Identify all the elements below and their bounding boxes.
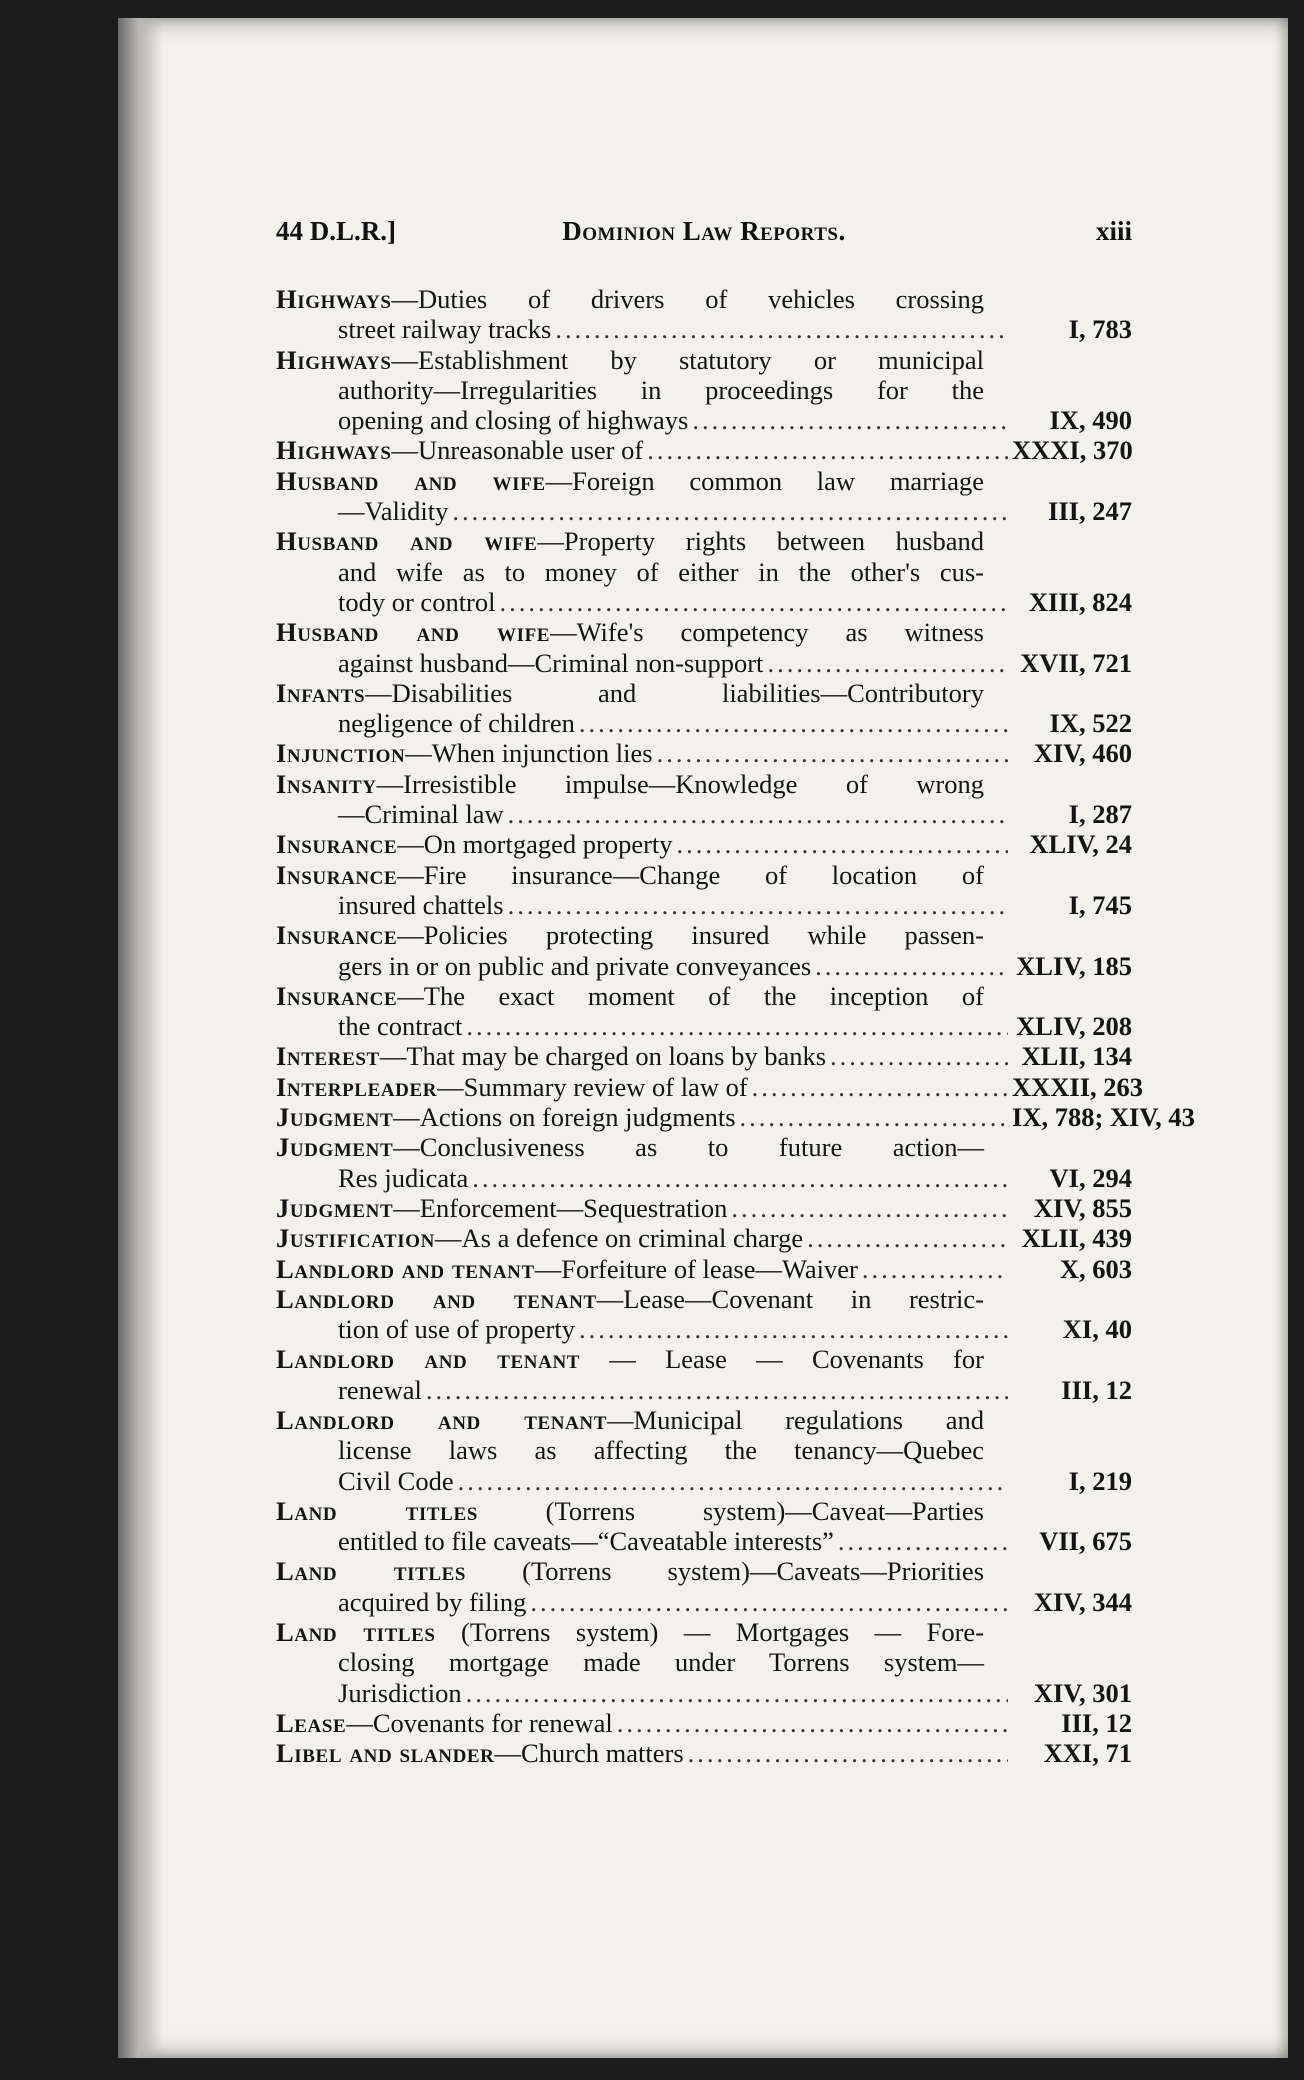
index-heading: Highways	[276, 435, 392, 466]
index-entry	[276, 1284, 1132, 1345]
index-entry-final-line	[276, 1587, 1132, 1617]
index-entry-text	[338, 587, 496, 617]
index-heading: Insurance	[276, 829, 398, 860]
dot-leader	[807, 1223, 1008, 1253]
index-entry	[276, 981, 1132, 1042]
index-subject: —Duties of drivers of vehicles crossing	[391, 284, 984, 314]
index-entry	[276, 860, 1132, 921]
index-subject: insured chattels	[338, 889, 504, 920]
index-entry-line	[276, 284, 1132, 314]
index-entry-final-line	[276, 1738, 1132, 1768]
index-entry-text	[276, 1344, 984, 1374]
dot-leader	[458, 1466, 1008, 1496]
index-entry-final-line	[276, 496, 1132, 526]
index-entry-text	[276, 1072, 748, 1102]
index-entry-text	[338, 405, 688, 435]
index-heading: Landlord and tenant	[276, 1283, 597, 1314]
index-heading: Judgment	[276, 1102, 394, 1133]
index-entry-final-line	[276, 1163, 1132, 1193]
volume-page-reference: IX, 522	[1049, 708, 1132, 739]
index-subject: authority—Irregularities in proceedings for the	[338, 374, 984, 405]
index-entry-final-line	[276, 1011, 1132, 1041]
index-entry-text	[338, 557, 984, 587]
index-heading: Land titles	[276, 1617, 436, 1648]
index-entry-final-line	[276, 1526, 1132, 1556]
index-entry-text	[338, 1678, 462, 1708]
index-subject: the contract	[338, 1011, 463, 1042]
volume-page-reference: I, 219	[1068, 1465, 1132, 1496]
index-entry	[276, 738, 1132, 768]
index-entry-text	[276, 1041, 826, 1071]
dot-leader	[830, 1041, 1008, 1071]
index-heading: Lease	[276, 1707, 347, 1738]
dot-leader	[472, 1163, 1008, 1193]
index-subject: —Municipal regulations and	[607, 1404, 985, 1435]
index-heading: Husband and wife	[276, 526, 538, 557]
index-entry-text	[338, 890, 504, 920]
running-header	[276, 210, 1132, 250]
dot-leader	[731, 1193, 1008, 1223]
index-entry-final-line	[276, 799, 1132, 829]
page-number: xiii	[1095, 216, 1132, 246]
volume-page-reference: XLIV, 24	[1029, 829, 1132, 860]
volume-page-reference: III, 12	[1061, 1707, 1132, 1738]
index-entry-line	[276, 1647, 1132, 1677]
page-gutter-shadow	[118, 18, 164, 2058]
index-heading: Judgment	[276, 1192, 394, 1223]
index-entry-text	[338, 1011, 462, 1041]
index-subject: —Foreign common law marriage	[545, 465, 984, 496]
index-entry-line	[276, 375, 1132, 405]
index-entry-text	[338, 375, 984, 405]
index-entry-text	[338, 708, 575, 738]
volume-page-reference: IX, 490	[1049, 405, 1132, 436]
index-entry-text	[276, 678, 984, 708]
index-subject: Res judicata	[338, 1162, 469, 1193]
index-entry-line	[276, 1556, 1132, 1586]
index-subject: gers in or on public and private conveyances	[338, 950, 812, 981]
dot-leader	[508, 890, 1008, 920]
index-subject: —Validity	[338, 496, 449, 527]
index-subject: —As a defence on criminal charge	[435, 1223, 804, 1254]
index-entry-line	[276, 345, 1132, 375]
dot-leader	[862, 1254, 1008, 1284]
dot-leader	[692, 405, 1008, 435]
index-entry-text	[338, 1163, 468, 1193]
index-heading: Land titles	[276, 1556, 467, 1587]
index-subject: entitled to file caveats—“Caveatable interests”	[338, 1526, 834, 1557]
index-entry-text	[338, 799, 504, 829]
dot-leader	[579, 1314, 1008, 1344]
index-subject: tion of use of property	[338, 1314, 575, 1345]
index-entry	[276, 1344, 1132, 1405]
index-entry-text	[338, 1466, 454, 1496]
publication-title: Dominion Law Reports.	[562, 216, 846, 246]
index-entry-text	[338, 1526, 834, 1556]
dot-leader	[466, 1011, 1008, 1041]
index-entry-text	[276, 860, 984, 890]
index-subject: —Disabilities and liabilities—Contributory	[365, 677, 984, 708]
index-subject: against husband—Criminal non-support	[338, 647, 764, 678]
index-subject: —Conclusiveness as to future action—	[393, 1132, 984, 1163]
index-entry-line	[276, 981, 1132, 1011]
index-entry	[276, 466, 1132, 527]
index-entry-final-line	[276, 1071, 1144, 1102]
index-entry-final-line	[276, 890, 1132, 920]
dot-leader	[740, 1102, 1008, 1132]
index-heading: Husband and wife	[276, 465, 546, 496]
index-subject: license laws as affecting the tenancy—Quebec	[338, 1435, 984, 1466]
volume-page-reference: XIV, 301	[1033, 1677, 1132, 1708]
index-subject: opening and closing of highways	[338, 405, 689, 436]
index-entry-text	[276, 738, 653, 768]
index-entry-final-line	[276, 648, 1132, 678]
index-entry-final-line	[276, 1193, 1132, 1223]
index-subject: —Policies protecting insured while passen-	[397, 920, 984, 951]
index-heading: Libel and slander	[276, 1738, 495, 1769]
index-entry-final-line	[276, 1678, 1132, 1708]
index-entry-line	[276, 526, 1132, 556]
index-subject: —Wife's competency as witness	[550, 617, 984, 648]
index-entry-line	[276, 1617, 1132, 1647]
index-heading: Husband and wife	[276, 617, 551, 648]
index-entry	[276, 1556, 1132, 1617]
index-entry-text	[276, 1496, 984, 1526]
index-entry-final-line	[276, 1314, 1132, 1344]
index-entry	[276, 1193, 1132, 1223]
index-entry	[276, 769, 1132, 830]
index-subject: —Forfeiture of lease—Waiver	[534, 1253, 858, 1284]
volume-page-reference: XI, 40	[1062, 1314, 1132, 1345]
index-entry-text	[338, 1587, 526, 1617]
index-list	[276, 284, 1195, 1769]
volume-page-reference: VI, 294	[1049, 1162, 1132, 1193]
volume-page-reference: XLIV, 185	[1016, 950, 1132, 981]
index-subject: —Enforcement—Sequestration	[393, 1192, 728, 1223]
volume-page-reference: XLIV, 208	[1016, 1011, 1132, 1042]
index-entry-line	[276, 1284, 1132, 1314]
index-entry	[276, 1496, 1132, 1557]
dot-leader	[647, 435, 1008, 465]
dot-leader	[617, 1708, 1008, 1738]
index-heading: Landlord and tenant	[276, 1344, 581, 1375]
index-subject: —When injunction lies	[405, 738, 653, 769]
index-entry	[276, 1132, 1132, 1193]
index-subject: and wife as to money of either in the other's cus-	[338, 556, 984, 587]
dot-leader	[466, 1678, 1008, 1708]
index-entry-text	[276, 1738, 684, 1768]
index-entry-line	[276, 920, 1132, 950]
index-entry-final-line	[276, 1223, 1132, 1253]
index-subject: —Summary review of law of	[437, 1071, 748, 1102]
index-entry-final-line	[276, 405, 1132, 435]
dot-leader	[452, 496, 1008, 526]
index-entry-text	[276, 1223, 803, 1253]
index-entry	[276, 435, 1132, 465]
index-entry	[276, 526, 1132, 617]
index-entry-line	[276, 557, 1132, 587]
index-entry-line	[276, 617, 1132, 647]
index-heading: Judgment	[276, 1132, 394, 1163]
volume-page-reference: XLII, 134	[1021, 1041, 1132, 1072]
index-entry	[276, 1617, 1132, 1708]
index-heading: Insanity	[276, 768, 377, 799]
volume-page-reference: XIV, 855	[1033, 1192, 1132, 1223]
dot-leader	[579, 708, 1008, 738]
dot-leader	[555, 314, 1008, 344]
dot-leader	[767, 648, 1008, 678]
index-entry-final-line	[276, 435, 1132, 465]
volume-page-reference: III, 12	[1061, 1374, 1132, 1405]
index-subject: —Irresistible impulse—Knowledge of wrong	[376, 768, 984, 799]
index-entry-line	[276, 860, 1132, 890]
dot-leader	[426, 1375, 1008, 1405]
index-entry	[276, 617, 1132, 678]
index-subject: street railway tracks	[338, 314, 552, 345]
index-subject: —Property rights between husband	[537, 526, 984, 557]
index-entry-line	[276, 678, 1132, 708]
index-heading: Insurance	[276, 920, 398, 951]
index-subject: — Lease — Covenants for	[580, 1344, 985, 1375]
index-entry-final-line	[276, 1708, 1132, 1738]
index-subject: (Torrens system)—Caveats—Priorities	[466, 1556, 985, 1587]
dot-leader	[530, 1587, 1008, 1617]
volume-page-reference: XXXI, 370	[1012, 435, 1133, 466]
index-subject: —Church matters	[494, 1738, 684, 1769]
dot-leader	[500, 587, 1009, 617]
index-entry-text	[276, 345, 984, 375]
index-entry	[276, 345, 1132, 436]
index-entry-text	[276, 526, 984, 556]
volume-page-reference: III, 247	[1048, 496, 1132, 527]
dot-leader	[688, 1738, 1008, 1768]
volume-page-reference: X, 603	[1059, 1253, 1132, 1284]
volume-page-reference: XLII, 439	[1021, 1223, 1132, 1254]
index-entry-text	[338, 1435, 984, 1465]
index-heading: Justification	[276, 1223, 436, 1254]
index-subject: —Criminal law	[338, 799, 504, 830]
index-entry	[276, 1102, 1195, 1133]
index-heading: Insurance	[276, 859, 398, 890]
index-entry-text	[338, 951, 811, 981]
dot-leader	[838, 1526, 1008, 1556]
index-entry-text	[338, 648, 763, 678]
index-heading: Infants	[276, 677, 366, 708]
index-entry-text	[276, 1254, 858, 1284]
index-entry-text	[276, 1102, 736, 1132]
index-subject: —That may be charged on loans by banks	[379, 1041, 827, 1072]
index-entry-text	[276, 829, 673, 859]
index-subject: Jurisdiction	[338, 1677, 462, 1708]
index-entry-text	[276, 1132, 984, 1162]
volume-page-reference: I, 287	[1068, 799, 1132, 830]
index-entry-text	[338, 1375, 422, 1405]
index-entry-final-line	[276, 1466, 1132, 1496]
index-subject: Civil Code	[338, 1465, 454, 1496]
dot-leader	[815, 951, 1008, 981]
volume-page-reference: XXI, 71	[1043, 1738, 1132, 1769]
index-entry-final-line	[276, 1041, 1132, 1071]
volume-page-reference: XIV, 460	[1033, 738, 1132, 769]
index-entry-text	[276, 769, 984, 799]
index-entry-text	[338, 496, 448, 526]
index-entry-text	[338, 1314, 575, 1344]
index-subject: —On mortgaged property	[397, 829, 673, 860]
index-entry-text	[276, 1193, 727, 1223]
index-entry-text	[276, 920, 984, 950]
index-heading: Insurance	[276, 980, 398, 1011]
index-subject: renewal	[338, 1374, 422, 1405]
index-entry-text	[276, 1617, 984, 1647]
index-entry	[276, 1405, 1132, 1496]
index-entry-line	[276, 1344, 1132, 1374]
index-entry-text	[276, 1284, 984, 1314]
index-subject: —Unreasonable user of	[391, 435, 644, 466]
index-entry	[276, 920, 1132, 981]
index-subject: —Lease—Covenant in restric-	[596, 1283, 985, 1314]
index-entry-line	[276, 1435, 1132, 1465]
volume-page-reference: XVII, 721	[1020, 647, 1132, 678]
index-entry-final-line	[276, 951, 1132, 981]
index-entry-final-line	[276, 708, 1132, 738]
index-entry-final-line	[276, 1375, 1132, 1405]
index-subject: negligence of children	[338, 708, 575, 739]
index-entry-line	[276, 1496, 1132, 1526]
volume-page-reference: XXXII, 263	[1012, 1071, 1144, 1102]
index-subject: tody or control	[338, 586, 496, 617]
volume-page-reference: I, 745	[1068, 889, 1132, 920]
volume-reference: 44 D.L.R.]	[276, 216, 396, 246]
index-heading: Injunction	[276, 738, 406, 769]
index-entry-line	[276, 1132, 1132, 1162]
index-subject: (Torrens system)—Caveat—Parties	[477, 1495, 984, 1526]
index-entry-final-line	[276, 1254, 1132, 1284]
index-entry	[276, 1708, 1132, 1738]
index-entry-final-line	[276, 829, 1132, 859]
dot-leader	[752, 1072, 1008, 1102]
index-heading: Interest	[276, 1041, 380, 1072]
index-entry-text	[338, 314, 551, 344]
index-entry	[276, 1071, 1144, 1102]
index-heading: Highways	[276, 284, 392, 314]
dot-leader	[657, 738, 1008, 768]
index-entry-final-line	[276, 738, 1132, 768]
index-entry	[276, 1254, 1132, 1284]
dot-leader	[677, 829, 1008, 859]
index-heading: Highways	[276, 344, 392, 375]
index-subject: —Establishment by statutory or municipal	[391, 344, 984, 375]
index-entry	[276, 1041, 1132, 1071]
index-entry-text	[276, 1708, 613, 1738]
index-heading: Interpleader	[276, 1071, 438, 1102]
index-entry	[276, 829, 1132, 859]
index-entry	[276, 1223, 1132, 1253]
index-subject: —The exact moment of the inception of	[397, 980, 984, 1011]
index-subject: acquired by filing	[338, 1586, 527, 1617]
index-entry	[276, 1738, 1132, 1768]
index-entry-final-line	[276, 587, 1132, 617]
volume-page-reference: XIII, 824	[1028, 586, 1132, 617]
index-heading: Landlord and tenant	[276, 1253, 535, 1284]
index-subject: (Torrens system) — Mortgages — Fore-	[435, 1617, 985, 1648]
index-entry-text	[276, 1556, 984, 1586]
index-entry-line	[276, 466, 1132, 496]
volume-page-reference: XIV, 344	[1033, 1586, 1132, 1617]
dot-leader	[508, 799, 1008, 829]
index-subject: —Fire insurance—Change of location of	[397, 859, 984, 890]
index-entry-final-line	[276, 314, 1132, 344]
index-entry-text	[276, 1405, 984, 1435]
index-entry-text	[276, 981, 984, 1011]
index-entry	[276, 284, 1132, 345]
index-heading: Landlord and tenant	[276, 1404, 608, 1435]
index-entry-text	[276, 435, 643, 465]
index-entry-text	[276, 284, 984, 314]
index-entry	[276, 678, 1132, 739]
index-heading: Land titles	[276, 1495, 478, 1526]
volume-page-reference: VII, 675	[1039, 1526, 1132, 1557]
index-entry-line	[276, 1405, 1132, 1435]
index-entry-text	[276, 466, 984, 496]
index-entry-text	[276, 617, 984, 647]
index-entry-text	[338, 1647, 984, 1677]
index-subject: closing mortgage made under Torrens system—	[338, 1647, 984, 1678]
volume-page-reference: IX, 788; XIV, 43	[1012, 1102, 1195, 1133]
index-entry-final-line	[276, 1102, 1195, 1133]
index-entry-line	[276, 769, 1132, 799]
volume-page-reference: I, 783	[1068, 314, 1132, 345]
index-subject: —Actions on foreign judgments	[393, 1102, 736, 1133]
index-subject: —Covenants for renewal	[346, 1707, 613, 1738]
